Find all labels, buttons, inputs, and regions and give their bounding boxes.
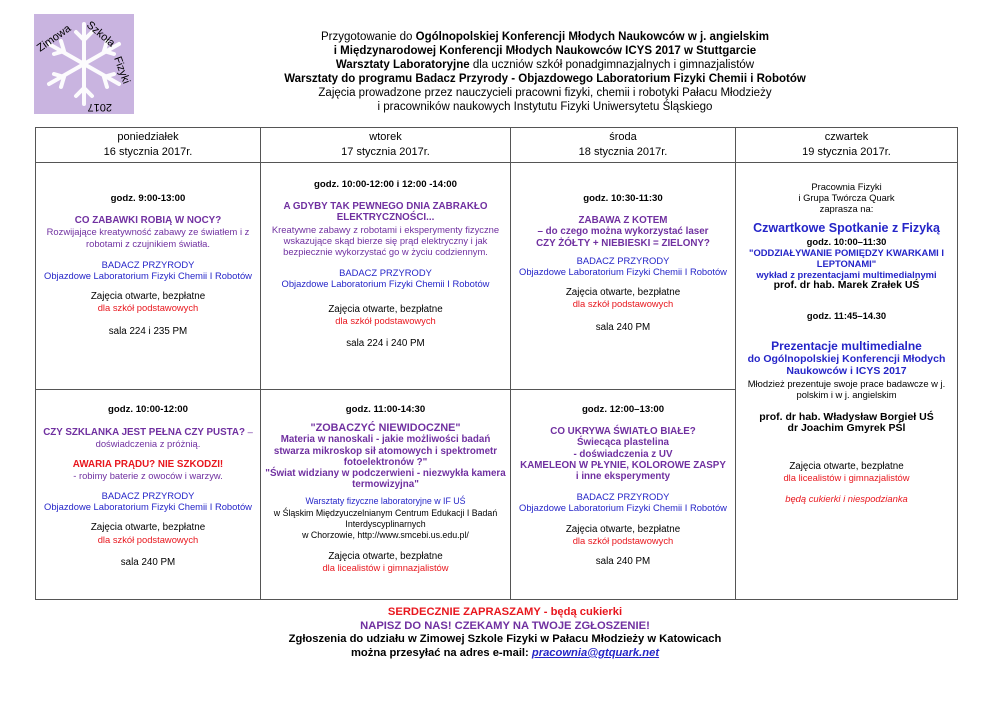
session-audience: dla licealistów i gimnazjalistów	[322, 562, 449, 574]
thursday-intro-3: zaprasza na:	[819, 203, 874, 215]
day-header-monday	[36, 128, 261, 163]
event-description-2: Młodzież prezentuje swoje prace badawcze w j. polskim i w j. angielskim	[747, 377, 946, 401]
organizer-name: BADACZ PRZYRODY	[576, 254, 670, 266]
session-description-2: "Świat widziany w podczerwieni - niezwykła kamera termowizyjna"	[265, 468, 506, 491]
session-time: godz. 10:00-12:00 i 12:00 -14:00	[314, 179, 457, 190]
day-header-tuesday	[261, 128, 511, 163]
session-subtitle-4: i inne eksperymenty	[575, 471, 671, 483]
lecture-title: "ODDZIAŁYWANIE POMIĘDZY KWARKAMI I LEPTONAMI"	[749, 246, 944, 270]
organizer-name: BADACZ PRZYRODY	[101, 258, 195, 270]
event-time-2: godz. 11:45–14.30	[806, 309, 887, 321]
tuesday-session-2	[261, 390, 511, 600]
session-title: CZY SZKLANKA JEST PEŁNA CZY PUSTA?	[43, 427, 245, 439]
session-description: Materia w nanoskali - jakie możliwości badań stwarza mikroskop sił atomowych i spektrometr fotoelektronów ?"	[273, 434, 498, 468]
day-header-thursday	[736, 128, 958, 163]
header-line-3-bold: Warsztaty Laboratoryjne	[335, 59, 470, 71]
svg-text:Fizyki: Fizyki	[111, 54, 133, 86]
footer-registration-info: Zgłoszenia do udziału w Zimowej Szkole Fizyki w Pałacu Młodzieży w Katowicach	[288, 633, 722, 646]
organizer-description: Objazdowe Laboratorium Fizyki Chemii I Robotów	[519, 502, 727, 514]
session-title-2: AWARIA PRĄDU? NIE SZKODZI!	[72, 458, 224, 470]
svg-text:2017: 2017	[87, 101, 112, 113]
session-description: Rozwijające kreatywność zabawy ze światłem i z robotami z czujnikiem światła.	[46, 226, 250, 249]
header-line-3	[190, 58, 900, 72]
session-time: godz. 10:30-11:30	[583, 193, 663, 204]
day-name: wtorek	[369, 131, 402, 143]
session-description: Kreatywne zabawy z robotami i eksperymenty fizyczne wskazujące skąd bierze się prąd elektryczny i jak bezpiecznie wykorzystać go w życiu codziennym.	[271, 223, 500, 258]
session-time: godz. 12:00–13:00	[581, 404, 665, 415]
schedule-table	[35, 127, 958, 600]
session-audience: dla szkół podstawowych	[572, 298, 674, 310]
header	[190, 30, 900, 114]
lecture-description: wykład z prezentacjami multimedialnymi	[756, 269, 937, 281]
session-subtitle-2: CZY ŻÓŁTY + NIEBIESKI = ZIELONY?	[536, 237, 710, 249]
session-row-1	[36, 163, 958, 390]
session-time: godz. 11:00-14:30	[345, 404, 426, 415]
header-line-6: i pracowników naukowych Instytutu Fizyki Uniwersytetu Śląskiego	[377, 101, 713, 113]
organizer-description: Objazdowe Laboratorium Fizyki Chemii I Robotów	[44, 270, 252, 282]
session-audience: dla szkół podstawowych	[97, 302, 199, 314]
header-line-1-prefix: Przygotowanie do	[321, 31, 416, 43]
session-title-suffix: – doświadczenia z próżnią.	[95, 426, 253, 450]
day-header-wednesday	[511, 128, 736, 163]
organizer-website: w Chorzowie, http://www.smcebi.us.edu.pl/	[302, 530, 469, 541]
session-title: ZABAWA Z KOTEM	[578, 215, 668, 227]
footer-email-line	[190, 647, 820, 661]
session-description: - robimy baterie z owoców i warzyw.	[73, 469, 223, 481]
session-access: Zajęcia otwarte, bezpłatne	[90, 522, 206, 534]
svg-text:Szkoła: Szkoła	[84, 19, 118, 50]
header-line-2: i Międzynarodowej Konferencji Młodych Naukowców ICYS 2017 w Stuttgarcie	[333, 45, 757, 57]
session-audience: dla szkół podstawowych	[97, 533, 199, 545]
session-access: Zajęcia otwarte, bezpłatne	[90, 291, 206, 303]
monday-session-1	[36, 163, 261, 390]
session-time: godz. 9:00-13:00	[110, 193, 186, 204]
header-line-1-bold: Ogólnopolskiej Konferencji Młodych Naukowców w j. angielskim	[415, 31, 769, 43]
day-date: 17 stycznia 2017r.	[341, 146, 430, 158]
lecture-speaker: prof. dr hab. Marek Zrałek UŚ	[773, 279, 920, 292]
session-title: "ZOBACZYĆ NIEWIDOCZNE"	[310, 422, 461, 435]
session-audience: dla licealistów i gimnazjalistów	[783, 471, 910, 483]
organizer-location: w Śląskim Międzyuczelnianym Centrum Edukacji I Badań Interdyscyplinarnych	[273, 507, 498, 529]
organizer-description: Objazdowe Laboratorium Fizyki Chemii I Robotów	[44, 501, 252, 513]
session-time: godz. 10:00-12:00	[108, 404, 188, 415]
footer-call-to-action: NAPISZ DO NAS! CZEKAMY NA TWOJE ZGŁOSZENIE!	[360, 619, 650, 632]
day-name: środa	[609, 131, 637, 143]
organizer-name: BADACZ PRZYRODY	[101, 490, 195, 502]
organizer-description: Objazdowe Laboratorium Fizyki Chemii I Robotów	[519, 266, 727, 278]
event-title-1: Czwartkowe Spotkanie z Fizyką	[753, 220, 940, 235]
session-subtitle: – do czego można wykorzystać laser	[537, 226, 709, 238]
session-title: CO UKRYWA ŚWIATŁO BIAŁE?	[550, 426, 696, 438]
tuesday-session-1	[261, 163, 511, 390]
event-title-2: Prezentacje multimedialne	[771, 338, 922, 353]
presenter-1: prof. dr hab. Władysław Borgieł UŚ	[759, 411, 934, 424]
header-line-5: Zajęcia prowadzone przez nauczycieli pracowni fizyki, chemii i robotyki Pałacu Młodzieży	[318, 87, 772, 99]
thursday-intro-1: Pracownia Fizyki	[811, 181, 882, 192]
session-audience: dla szkół podstawowych	[572, 534, 674, 546]
session-access: Zajęcia otwarte, bezpłatne	[328, 551, 443, 563]
session-access: Zajęcia otwarte, bezpłatne	[328, 303, 443, 315]
thursday-sessions	[736, 163, 958, 600]
extra-note: będą cukierki i niespodzianka	[785, 493, 908, 505]
session-subtitle-3: KAMELEON W PŁYNIE, KOLOROWE ZASPY	[520, 459, 726, 471]
organizer-name: BADACZ PRZYRODY	[576, 491, 670, 503]
presenter-2: dr Joachim Gmyrek PŚl	[787, 422, 906, 435]
session-room: sala 224 i 240 PM	[346, 338, 425, 350]
session-subtitle-2: - doświadczenia z UV	[573, 448, 673, 460]
organizer-name: Warsztaty fizyczne laboratoryjne w IF UŚ	[305, 496, 466, 507]
wednesday-session-1	[511, 163, 736, 390]
session-title: CO ZABAWKI ROBIĄ W NOCY?	[74, 215, 222, 227]
day-date: 19 stycznia 2017r.	[802, 146, 891, 158]
thursday-intro-2: i Grupa Twórcza Quark	[798, 192, 895, 204]
day-date: 16 stycznia 2017r.	[103, 146, 193, 158]
session-audience: dla szkół podstawowych	[335, 314, 436, 326]
header-line-4: Warsztaty do programu Badacz Przyrody - Objazdowego Laboratorium Fizyki Chemii i Robotów	[284, 73, 806, 85]
header-line-3-rest: dla uczniów szkół ponadgimnazjalnych i gimnazjalistów	[469, 59, 755, 71]
session-room: sala 240 PM	[120, 556, 176, 568]
footer-invitation: SERDECZNIE ZAPRASZAMY - będą cukierki	[387, 606, 623, 618]
session-access: Zajęcia otwarte, bezpłatne	[565, 523, 681, 535]
footer-email-label: można przesyłać na adres e-mail:	[350, 646, 532, 659]
header-line-1	[190, 30, 900, 44]
organizer-description: Objazdowe Laboratorium Fizyki Chemii I Robotów	[281, 278, 490, 290]
wednesday-session-2	[511, 390, 736, 600]
footer	[190, 606, 820, 660]
session-room: sala 224 i 235 PM	[108, 325, 188, 337]
event-subtitle-2: do Ogólnopolskiej Konferencji Młodych Naukowców i ICYS 2017	[747, 352, 946, 378]
session-room: sala 240 PM	[595, 321, 651, 333]
session-access: Zajęcia otwarte, bezpłatne	[565, 287, 681, 299]
monday-session-2	[36, 390, 261, 600]
zimowa-szkola-fizyki-logo	[34, 14, 134, 114]
session-room: sala 240 PM	[595, 556, 651, 568]
svg-text:Zimowa: Zimowa	[34, 22, 74, 55]
event-time-1: godz. 10:00–11:30	[806, 235, 887, 247]
organizer-name: BADACZ PRZYRODY	[339, 267, 432, 279]
day-header-row	[36, 128, 958, 163]
email-link[interactable]: pracownia@gtquark.net	[531, 646, 660, 659]
session-access: Zajęcia otwarte, bezpłatne	[789, 460, 904, 472]
day-name: czwartek	[824, 131, 869, 143]
day-name: poniedziałek	[117, 131, 179, 143]
day-date: 18 stycznia 2017r.	[578, 146, 668, 158]
session-subtitle: Świecąca plastelina	[576, 437, 670, 449]
session-title: A GDYBY TAK PEWNEGO DNIA ZABRAKŁO ELEKTRYCZNOŚCI...	[283, 201, 488, 224]
